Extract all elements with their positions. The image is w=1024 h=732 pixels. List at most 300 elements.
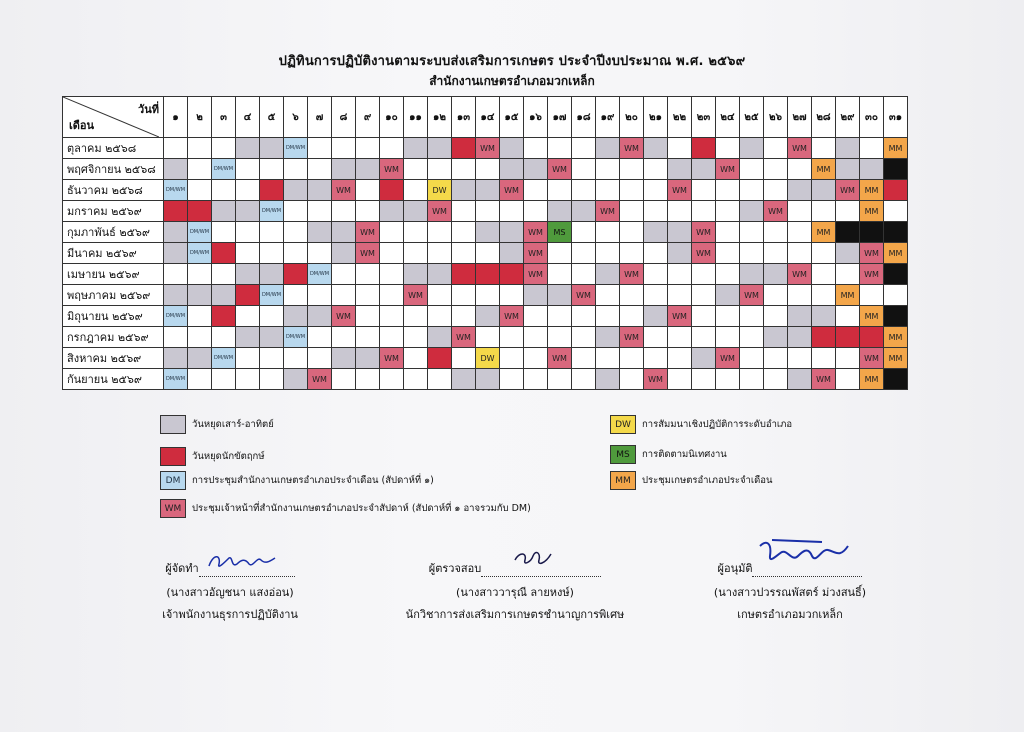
calendar-cell [236,348,260,369]
approver-position: เกษตรอำเภอมวกเหล็ก [737,608,843,621]
calendar-cell-wm: WM [500,306,524,327]
calendar-cell-w [740,264,764,285]
calendar-cell-w [812,306,836,327]
calendar-cell [260,159,284,180]
calendar-cell [692,369,716,390]
legend-swatch-mm: MM [610,471,636,490]
calendar-cell [164,327,188,348]
calendar-cell-w [380,201,404,222]
month-row [63,348,908,369]
calendar-cell [236,306,260,327]
calendar-cell [836,348,860,369]
calendar-cell [716,369,740,390]
calendar-cell [716,222,740,243]
calendar-cell-wm: WM [452,327,476,348]
calendar-cell [692,180,716,201]
calendar-cell-w [764,264,788,285]
calendar-cell [476,327,500,348]
calendar-cell [524,306,548,327]
calendar-cell-wm: WM [644,369,668,390]
calendar-cell [548,264,572,285]
calendar-cell-w [260,138,284,159]
legend-label-dw: การสัมมนาเชิงปฏิบัติการระดับอำเภอ [642,419,793,430]
calendar-cell [356,264,380,285]
month-label: มกราคม ๒๕๖๙ [63,201,164,222]
day-header-4: ๔ [236,97,260,138]
calendar-cell-wm: WM [788,264,812,285]
month-axis-label: เดือน [69,119,95,132]
legend-swatch-wm: WM [160,499,186,518]
calendar-cell [260,348,284,369]
calendar-cell-w [236,327,260,348]
calendar-cell-bk [884,222,908,243]
calendar-cell [428,159,452,180]
day-header-5: ๕ [260,97,284,138]
calendar-cell [812,201,836,222]
calendar-cell [380,285,404,306]
legend-wm [160,499,531,518]
calendar-cell-bk [884,369,908,390]
day-header-8: ๘ [332,97,356,138]
calendar-cell [572,159,596,180]
legend-label-mm: ประชุมเกษตรอำเภอประจำเดือน [642,475,773,486]
day-header-18: ๑๘ [572,97,596,138]
calendar-cell-w [788,369,812,390]
preparer-signature-line [199,556,295,577]
calendar-cell-dm: DM/WM [284,327,308,348]
calendar-cell-w [260,264,284,285]
calendar-cell-w [428,327,452,348]
calendar-cell [644,327,668,348]
calendar-cell-dm: DM/WM [212,159,236,180]
calendar-cell-w [740,138,764,159]
calendar-cell-wm: WM [404,285,428,306]
calendar-cell [716,201,740,222]
day-header-7: ๗ [308,97,332,138]
calendar-cell-dm: DM/WM [212,348,236,369]
day-header-23: ๒๓ [692,97,716,138]
calendar-cell [644,159,668,180]
calendar-cell-h [452,264,476,285]
legend-swatch-ms: MS [610,445,636,464]
calendar-cell [356,138,380,159]
calendar-cell-w [476,180,500,201]
calendar-cell [356,285,380,306]
calendar-cell-mm: MM [812,159,836,180]
calendar-cell [212,222,236,243]
month-row [63,327,908,348]
day-header-26: ๒๖ [764,97,788,138]
calendar-cell [308,348,332,369]
calendar-cell [812,285,836,306]
legend-label-wm: ประชุมเจ้าหน้าที่สำนักงานเกษตรอำเภอประจำสัปดาห์ (สัปดาห์ที่ ๑ อาจรวมกับ DM) [192,503,531,514]
corner-header-cell [63,97,164,138]
calendar-cell [548,243,572,264]
calendar-cell-wm: WM [332,180,356,201]
calendar-cell-wm: WM [788,138,812,159]
calendar-cell-mm: MM [884,243,908,264]
calendar-cell [308,138,332,159]
calendar-cell [452,243,476,264]
calendar-cell [884,201,908,222]
calendar-cell-w [524,159,548,180]
calendar-cell-mm: MM [884,348,908,369]
calendar-cell-h [212,306,236,327]
calendar-cell-w [596,264,620,285]
calendar-cell [476,285,500,306]
calendar-cell [548,306,572,327]
day-header-22: ๒๒ [668,97,692,138]
calendar-cell [716,138,740,159]
month-label: กรกฎาคม ๒๕๖๙ [63,327,164,348]
calendar-cell [572,243,596,264]
calendar-cell-wm: WM [692,222,716,243]
calendar-cell [476,201,500,222]
calendar-cell-ms: MS [548,222,572,243]
calendar-cell [164,264,188,285]
calendar-cell [620,285,644,306]
calendar-cell [332,264,356,285]
calendar-cell-bk [884,264,908,285]
calendar-cell [668,369,692,390]
reviewer-label: ผู้ตรวจสอบ [428,562,482,575]
reviewer-signature-line [481,556,601,577]
calendar-cell [332,327,356,348]
calendar-cell-dm: DM/WM [164,306,188,327]
calendar-cell-w [356,348,380,369]
legend-label-dm: การประชุมสำนักงานเกษตรอำเภอประจำเดือน (สัปดาห์ที่ ๑) [192,475,434,486]
calendar-cell [740,327,764,348]
calendar-cell [668,264,692,285]
calendar-cell-w [284,180,308,201]
calendar-cell [500,348,524,369]
calendar-cell [452,285,476,306]
calendar-cell-wm: WM [812,369,836,390]
legend-label-weekend: วันหยุดเสาร์-อาทิตย์ [192,419,274,430]
calendar-cell [812,264,836,285]
calendar-cell-wm: WM [500,180,524,201]
calendar-cell-w [548,201,572,222]
calendar-cell [356,180,380,201]
calendar-cell [524,138,548,159]
calendar-cell [764,138,788,159]
calendar-cell-w [548,285,572,306]
month-label: กุมภาพันธ์ ๒๕๖๙ [63,222,164,243]
calendar-cell [356,306,380,327]
calendar-cell-wm: WM [764,201,788,222]
calendar-cell [572,306,596,327]
legend-dm [160,471,434,490]
calendar-cell-bk [884,159,908,180]
calendar-cell-w [812,180,836,201]
calendar-cell [836,264,860,285]
month-row [63,138,908,159]
calendar-cell-wm: WM [356,222,380,243]
month-label: กันยายน ๒๕๖๙ [63,369,164,390]
legend-mm [610,471,773,490]
calendar-cell [236,180,260,201]
preparer-position: เจ้าพนักงานธุรการปฏิบัติงาน [162,608,298,621]
calendar-cell [692,201,716,222]
calendar-cell [356,327,380,348]
calendar-cell-h [836,327,860,348]
calendar-cell-wm: WM [620,327,644,348]
calendar-cell-w [764,327,788,348]
day-header-9: ๙ [356,97,380,138]
calendar-cell-wm: WM [332,306,356,327]
day-header-29: ๒๙ [836,97,860,138]
calendar-cell [284,159,308,180]
day-header-14: ๑๔ [476,97,500,138]
month-row [63,222,908,243]
calendar-cell-w [404,201,428,222]
month-row [63,243,908,264]
calendar-cell-h [884,180,908,201]
calendar-cell-w [596,138,620,159]
legend-dw [610,415,792,434]
calendar-cell-w [596,327,620,348]
preparer-label: ผู้จัดทำ [165,562,199,575]
calendar-cell-w [188,285,212,306]
calendar-cell-w [788,327,812,348]
month-label: ธันวาคม ๒๕๖๘ [63,180,164,201]
calendar-cell [188,369,212,390]
calendar-cell-w [332,243,356,264]
calendar-cell [812,348,836,369]
calendar-cell [404,159,428,180]
calendar-cell [476,159,500,180]
calendar-cell [716,306,740,327]
calendar-cell-wm: WM [596,201,620,222]
calendar-cell [548,138,572,159]
legend-swatch-holiday [160,447,186,466]
calendar-cell [404,348,428,369]
day-header-28: ๒๘ [812,97,836,138]
approver-name: (นางสาวปวรรณพัสตร์ ม่วงสนธิ์) [713,586,867,599]
calendar-cell [692,285,716,306]
calendar-cell [740,369,764,390]
calendar-cell-wm: WM [476,138,500,159]
calendar-cell [836,306,860,327]
calendar-cell-dm: DM/WM [308,264,332,285]
calendar-cell [332,138,356,159]
calendar-cell-wm: WM [860,264,884,285]
calendar-cell [572,369,596,390]
calendar-cell-dm: DM/WM [188,222,212,243]
day-header-12: ๑๒ [428,97,452,138]
day-header-24: ๒๔ [716,97,740,138]
calendar-cell-h [812,327,836,348]
calendar-cell [668,285,692,306]
legend-swatch-dm: DM [160,471,186,490]
calendar-cell [764,180,788,201]
calendar-cell [260,243,284,264]
calendar-cell [620,201,644,222]
calendar-cell-w [476,306,500,327]
calendar-cell [596,348,620,369]
calendar-cell-h [188,201,212,222]
calendar-cell [356,369,380,390]
calendar-cell-mm: MM [884,138,908,159]
month-row [63,264,908,285]
calendar-cell-w [260,327,284,348]
calendar-cell [740,306,764,327]
signature-block-approver [690,556,890,623]
calendar-cell [452,306,476,327]
calendar-cell [428,285,452,306]
document-subtitle: สำนักงานเกษตรอำเภอมวกเหล็ก [429,74,595,88]
calendar-cell [836,201,860,222]
calendar-cell-h [860,327,884,348]
calendar-cell-w [788,180,812,201]
calendar-cell [380,243,404,264]
day-header-3: ๓ [212,97,236,138]
calendar-cell [788,201,812,222]
calendar-cell-w [428,138,452,159]
calendar-cell [644,264,668,285]
calendar-cell [644,243,668,264]
calendar-cell [812,243,836,264]
calendar-cell-w [188,348,212,369]
calendar-cell [548,180,572,201]
calendar-cell [788,348,812,369]
calendar-cell [620,306,644,327]
approver-signature-line [752,556,862,577]
calendar-cell [188,138,212,159]
calendar-cell-wm: WM [308,369,332,390]
calendar-cell-w [836,243,860,264]
calendar-cell-wm: WM [524,264,548,285]
calendar-cell [596,285,620,306]
calendar-cell [236,243,260,264]
calendar-cell-w [740,201,764,222]
calendar-cell-w [644,138,668,159]
calendar-cell [308,243,332,264]
calendar-cell [740,222,764,243]
calendar-cell-w [716,285,740,306]
calendar-cell-bk [884,306,908,327]
calendar-cell [620,180,644,201]
calendar-cell-wm: WM [836,180,860,201]
calendar-cell [596,180,620,201]
month-label: มิถุนายน ๒๕๖๙ [63,306,164,327]
calendar-cell [380,138,404,159]
day-header-17: ๑๗ [548,97,572,138]
calendar-cell-w [164,285,188,306]
calendar-cell [764,348,788,369]
calendar-cell [764,285,788,306]
calendar-cell-wm: WM [860,348,884,369]
day-header-30: ๓๐ [860,97,884,138]
calendar-cell [380,327,404,348]
calendar-cell-wm: WM [380,159,404,180]
calendar-cell-w [572,201,596,222]
calendar-cell [404,180,428,201]
calendar-cell-w [332,222,356,243]
calendar-cell-w [500,159,524,180]
calendar-cell [452,159,476,180]
calendar-cell-w [404,264,428,285]
calendar-cell [764,222,788,243]
calendar-cell-w [476,222,500,243]
calendar-cell-w [476,369,500,390]
calendar-cell-wm: WM [692,243,716,264]
calendar-cell [308,327,332,348]
signature-block-preparer [130,556,330,623]
calendar-cell-w [236,138,260,159]
calendar-cell-w [236,264,260,285]
day-header-21: ๒๑ [644,97,668,138]
calendar-cell [356,201,380,222]
calendar-cell-w [692,159,716,180]
calendar-cell [716,264,740,285]
calendar-cell-w [500,243,524,264]
calendar-cell-mm: MM [884,327,908,348]
calendar-cell [668,327,692,348]
calendar-cell-mm: MM [812,222,836,243]
calendar-cell-mm: MM [860,180,884,201]
calendar-cell-w [452,369,476,390]
calendar-cell [764,369,788,390]
day-axis-label: วันที่ [138,103,159,116]
calendar-cell-w [212,285,236,306]
calendar-cell [188,159,212,180]
calendar-cell-w [332,348,356,369]
calendar-cell [572,264,596,285]
calendar-cell-w [356,159,380,180]
calendar-cell-wm: WM [620,138,644,159]
calendar-cell-wm: WM [716,348,740,369]
day-header-1: ๑ [164,97,188,138]
calendar-cell [524,348,548,369]
calendar-cell-w [212,201,236,222]
calendar-cell [428,222,452,243]
reviewer-handwritten-signature [481,542,601,572]
calendar-cell [548,327,572,348]
calendar-cell-w [428,264,452,285]
calendar-cell-dm: DM/WM [188,243,212,264]
calendar-cell [332,285,356,306]
calendar-cell [428,306,452,327]
calendar-cell [644,201,668,222]
calendar-cell-h [452,138,476,159]
calendar-cell-mm: MM [860,306,884,327]
calendar-cell [260,306,284,327]
calendar-cell [284,348,308,369]
calendar-cell [644,285,668,306]
legend-swatch-weekend [160,415,186,434]
calendar-cell-bk [860,222,884,243]
calendar-cell-w [308,222,332,243]
calendar-cell [404,222,428,243]
calendar-cell [572,138,596,159]
calendar-cell-dm: DM/WM [284,138,308,159]
calendar-cell-w [284,306,308,327]
calendar-cell [572,222,596,243]
calendar-cell [596,159,620,180]
calendar-cell [212,264,236,285]
calendar-cell-w [500,222,524,243]
calendar-cell [620,222,644,243]
calendar-cell [212,138,236,159]
calendar-cell [524,180,548,201]
calendar-cell [500,369,524,390]
calendar-cell [500,285,524,306]
calendar-cell-w [236,201,260,222]
calendar-cell [716,327,740,348]
calendar-cell-w [452,180,476,201]
calendar-cell [428,243,452,264]
